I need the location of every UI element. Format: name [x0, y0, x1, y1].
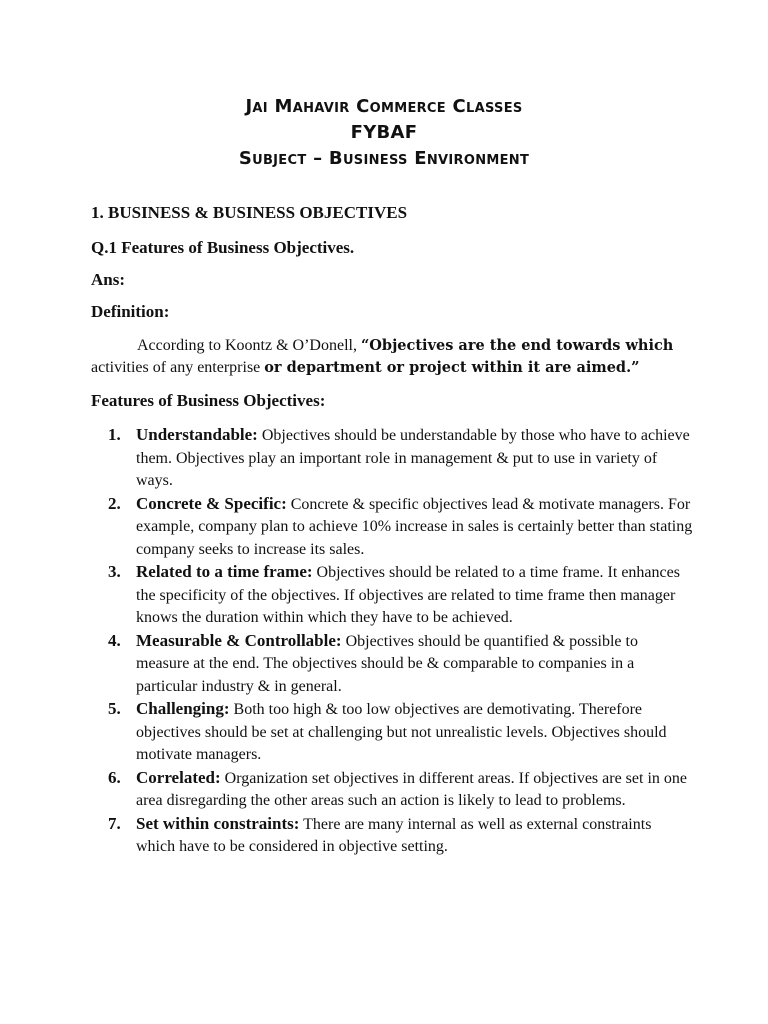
feature-item: [108, 561, 694, 630]
feature-description: Objectives should be quantified & possible to measure at the end. The objectives should be & comparable to companies in a particular industry & in general.: [136, 632, 638, 695]
feature-description: There are many internal as well as external constraints which have to be considered in objective setting.: [136, 815, 652, 855]
feature-item: [108, 630, 694, 699]
definition-paragraph: [91, 335, 691, 379]
feature-number: 5.: [108, 699, 121, 718]
feature-item: [108, 813, 694, 859]
definition-quote-part1: “Objectives are the end towards which: [360, 337, 674, 354]
feature-term: Set within constraints:: [136, 813, 300, 833]
question-heading: Q.1 Features of Business Objectives.: [91, 238, 355, 257]
feature-number: 7.: [108, 813, 121, 833]
section-title: 1. BUSINESS & BUSINESS OBJECTIVES: [91, 203, 408, 222]
feature-number: 4.: [108, 630, 121, 650]
feature-number: 1.: [108, 425, 121, 444]
header-subject: Subject – Business Environment: [238, 148, 530, 169]
features-list: [108, 424, 694, 859]
definition-middle: activities of any enterprise: [91, 359, 265, 376]
feature-term: Related to a time frame:: [136, 562, 313, 581]
feature-item: [108, 698, 694, 767]
feature-description: Both too high & too low objectives are demotivating. Therefore objectives should be set at challenging but not unrealistic levels. Objectives should motivate managers.: [136, 701, 667, 763]
definition-quote-part2: or department or project within it are aimed.”: [264, 359, 640, 376]
header-institute-name: Jai Mahavir Commerce Classes: [245, 96, 523, 117]
feature-description: Concrete & specific objectives lead & motivate managers. For example, company plan to achieve 10% increase in sales is certainly better than stating company seeks to increase its sales.: [136, 495, 693, 558]
answer-label: Ans:: [91, 270, 126, 289]
feature-number: 3.: [108, 562, 121, 581]
feature-term: Correlated:: [136, 767, 221, 787]
feature-term: Measurable & Controllable:: [136, 630, 342, 650]
features-heading: Features of Business Objectives:: [91, 391, 326, 410]
feature-term: Understandable:: [136, 425, 258, 444]
feature-term: Concrete & Specific:: [136, 493, 287, 513]
feature-item: [108, 767, 694, 813]
header-course: FYBAF: [350, 122, 418, 143]
feature-term: Challenging:: [136, 699, 230, 718]
document-header: [0, 94, 768, 172]
feature-description: Organization set objectives in different areas. If objectives are set in one area disregarding the other areas such an action is likely to lead to problems.: [136, 769, 687, 809]
feature-number: 2.: [108, 493, 121, 513]
feature-number: 6.: [108, 767, 121, 787]
definition-heading: Definition:: [91, 302, 170, 321]
feature-description: Objectives should be related to a time frame. It enhances the specificity of the objectives. If objectives are related to time frame then manager knows the duration within which they have to be achieved.: [136, 564, 680, 626]
definition-lead: According to Koontz & O’Donell,: [137, 337, 361, 354]
feature-item: [108, 424, 694, 493]
feature-description: Objectives should be understandable by those who have to achieve them. Objectives play an important role in management & put to use in variety of ways.: [136, 427, 690, 489]
feature-item: [108, 493, 694, 562]
